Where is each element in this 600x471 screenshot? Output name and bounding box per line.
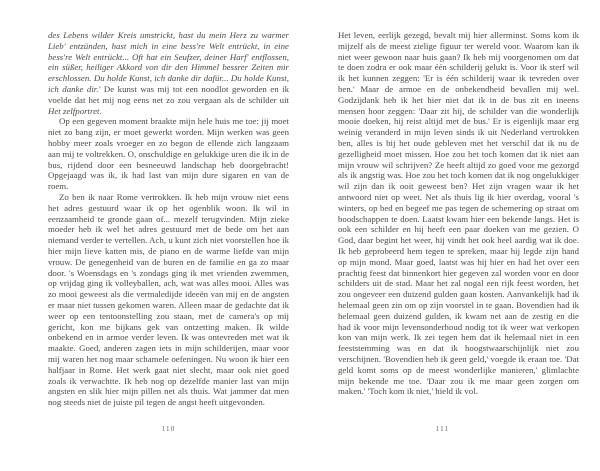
page-number-right: 111 [435, 425, 450, 433]
paragraph [338, 30, 579, 397]
page-number-left: 110 [161, 425, 176, 433]
page-left-text [48, 30, 289, 408]
page-right-text [338, 30, 579, 397]
text-segment: . [99, 105, 102, 116]
paragraph [48, 30, 289, 116]
text-segment: Zo ben ik naar Rome vertrokken. Ik heb mijn vrouw niet eens het adres gestuurd waar ik op het ogenblik woon. Ik wil in eenzaamheid te gronde gaan of... mezelf terugvinden. Mijn zieke moeder heb ik wel het adres gestuurd met de bede om het aan niemand verder te vertellen. Ach, u kunt zich niet voorstellen hoe ik hier mijn lieve katten mis, de piano en de warme liefde van mijn vrouw. De genegenheid van de buren en de familie en ga zo maar door. 's Woensdags en 's zondags ging ik met vrienden zwemmen, op vrijdag ging ik volleyballen, ach, wat was alles mooi. Alles was zo mooi geweest als die vermaledijde ideeën van mij en de angsten er maar niet tussen gekomen waren. Alleen maar de gedachte dat ik weer op een tentoonstelling zou staan, met de camera's op mij gericht, kon me bijkans gek van ontzetting maken. Ik wilde onbekend en in armoe verder leven. Ik was ontevreden met wat ik maakte. Goed, anderen zagen iets in mijn schilderijen, maar voor mij waren het nog maar schamele oefeningen. Nu woon ik hier een halfjaar in Rome. Het werk gaat niet slecht, maar ook niet goed zoals ik verwachtte. Ik heb nog op dezelfde manier last van mijn angsten en slik hier mijn pillen net als thuis. Wat jammer dat men nog steeds niet de juiste pil tegen de angst heeft uitgevonden. [48, 191, 289, 408]
text-segment: De kunst was mij tot een noodlot geworden en ik voelde dat het mij nog eens net zo zou vergaan als de schilder uit [48, 83, 289, 105]
italic-text-segment: Het zelfportret [48, 105, 100, 116]
text-segment: Op een gegeven moment braakte mijn hele huis me toe: jij moet niet zo bang zijn, er moet gewerkt worden. Mijn werken was geen hobby meer zoals vroeger en zo begon de ellende zich langzaam aan mij te voltrekken. O, onschuldige en gelukkige uren die ik in de bus, rijdend door een besneeuwd landschap heb doorgebracht! Opgejaagd was ik, ik had last van mijn dure sigaren en van de roem. [48, 116, 289, 192]
paragraph [48, 116, 289, 192]
paragraph [48, 192, 289, 408]
italic-text-segment: des Lebens wilder Kreis umstrickt, hast du mein Herz zu warmer Lieb' entzünden, hast mich in eine bess're Welt entrückt, in eine bess're Welt entrückt... Oft hat ein Seufzer, deiner Harf' entflossen, ein süßer, heiliger Akkord von dir den Himmel bessrer Zeiten mir erschlossen. Du holde Kunst, ich danke dir dafür... Du holde Kunst, ich danke dir.' [48, 30, 289, 94]
text-segment: Het leven, eerlijk gezegd, bevalt mij hier allerminst. Soms kom ik mijzelf als de meest zielige figuur ter wereld voor. Waarom kan ik niet weer gewoon naar huis gaan? Ik heb mij voorgenomen om dat te doen zodra er ook maar één schilderij gelukt is. Voor ik sterf wil ik het kunnen zeggen: 'Er is één schilderij waar ik tevreden over ben.' Maar de armoe en de onbekendheid bevallen mij wel. Godzijdank heb ik het hier niet dat ik in de bus zit en ineens mensen hoor zeggen: 'Daar zit hij, de schilder van die wonderlijk mooie doeken, hij reist altijd met de bus.' Er is eigenlijk maar erg weinig veranderd in mijn leven sinds ik uit Nederland vertrokken ben, alles is bij het oude gebleven met het verschil dat ik nu de gezelligheid moet missen. Hoe zou het toch komen dat ik niet aan mijn vrouw wil schrijven? Ze heeft altijd zo goed voor me gezorgd als ik angstig was. Hoe zou het toch komen dat ik nog ongelukkiger wil zijn dan ik ooit geweest ben? Het zijn vragen waar ik het antwoord niet op weet. Net als thuis lig ik hier overdag, vooral 's winters, op bed en begeef me pas tegen de schemering op straat om boodschappen te doen. Laatst kwam hier een bekende langs. Het is ook een schilder en hij heeft een paar doeken van me gezien. O God, daar begint het weer, hij vindt het ook heel aardig wat ik doe. Ik heb geprobeerd hem tegen te spreken, maar hij legde zijn hand op mijn mond. Maar goed, laatst was hij hier en had het over een prachtig feest dat binnenkort hier gegeven zal worden voor en door schilders uit de stad. Maar het zal nogal een rijk feest worden, het zou ongeveer een duizend gulden gaan kosten. Aanvankelijk had ik helemaal geen zin om op zijn voorstel in te gaan. Bovendien had ik helemaal geen duizend gulden, ik kwam net aan de zestig en die had ik voor mijn levensonderhoud nodig tot ik weer wat verkopen kon van mijn werk. Ik zei tegen hem dat ik helemaal niet in een feeststemming was en dat ik hoogstwaarschijnlijk niet zou verschijnen. 'Bovendien heb ik geen geld,' voegde ik eraan toe. 'Dat geld komt soms op de meest wonderlijke manieren,' glimlachte mijn bekende me toe. 'Daar zou ik me maar geen zorgen om maken.' 'Toch kom ik niet,' hield ik vol. [338, 30, 579, 397]
